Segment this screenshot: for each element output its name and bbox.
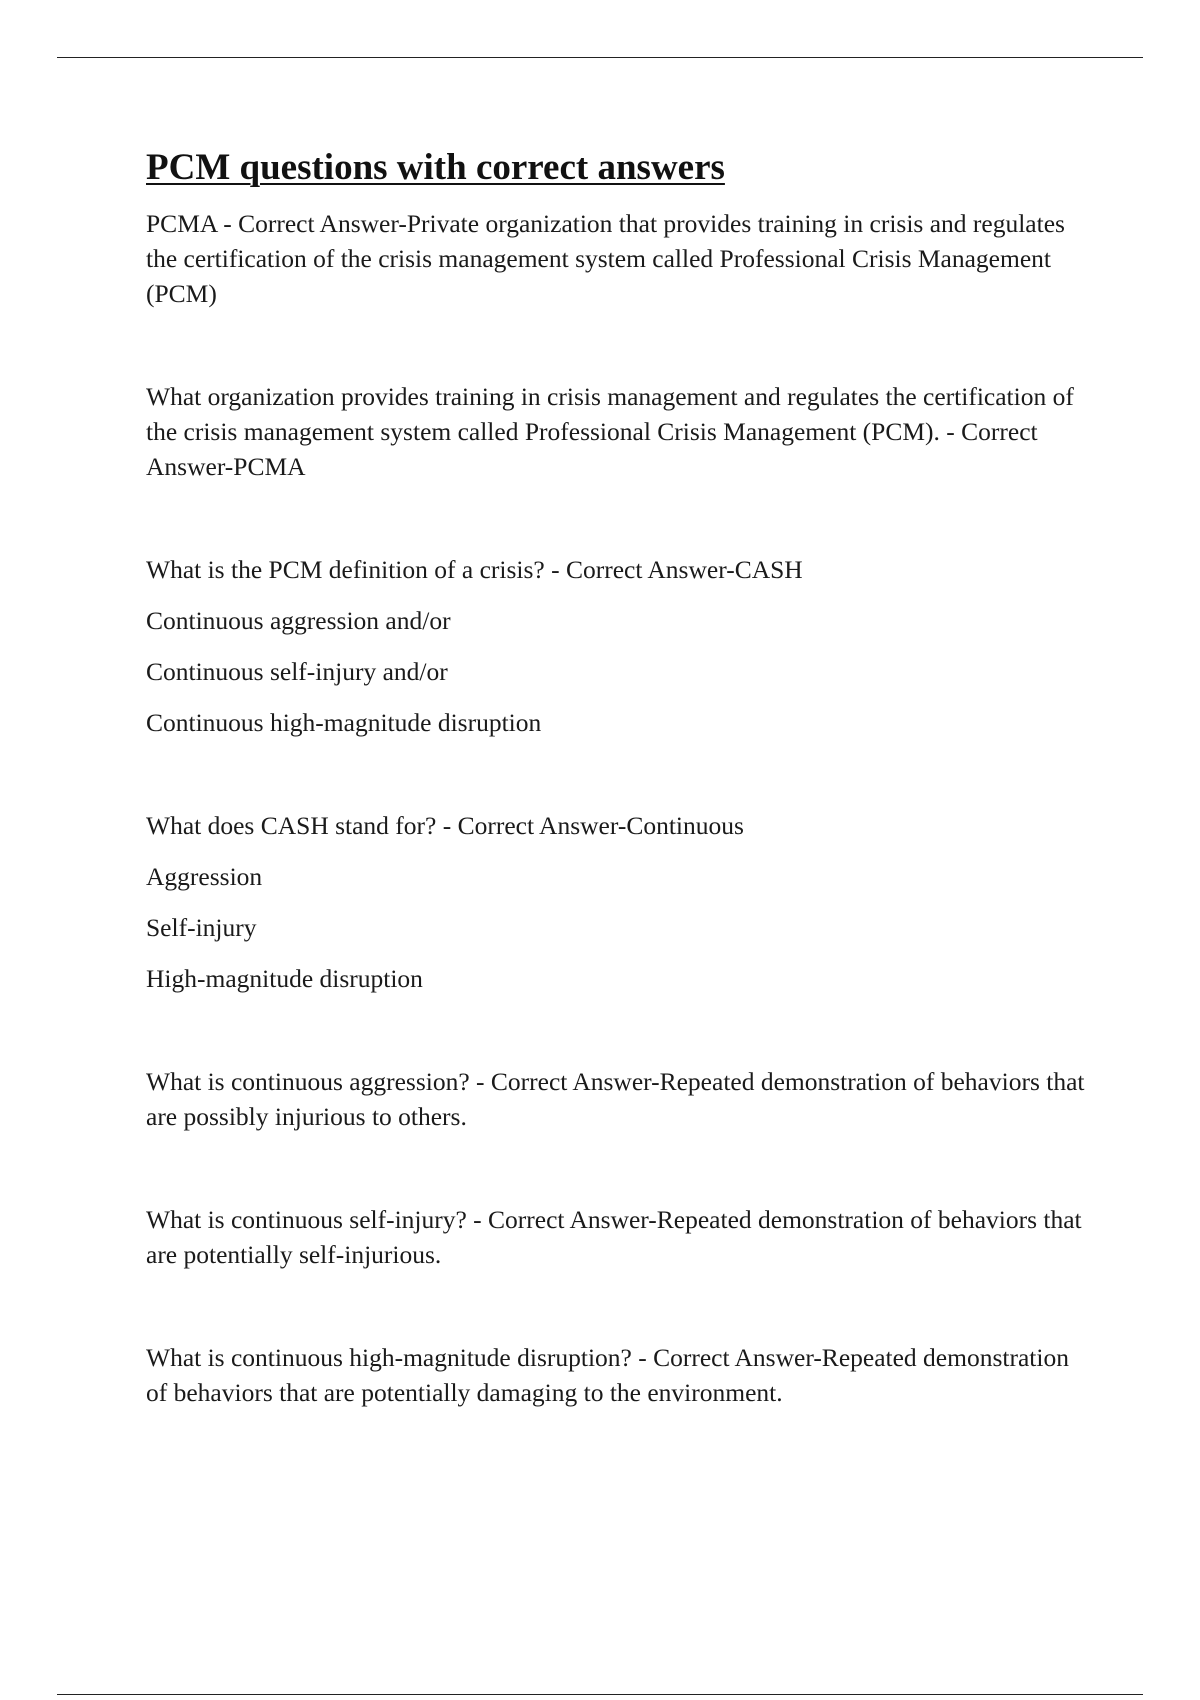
qa-item (146, 206, 1086, 311)
qa-item (146, 808, 1086, 996)
qa-sub-line: High-magnitude disruption (146, 964, 423, 993)
document-title: PCM questions with correct answers (146, 147, 725, 188)
footer-rule (57, 1694, 1143, 1695)
qa-sub-line: Continuous aggression and/or (146, 606, 451, 635)
qa-text: What is continuous high-magnitude disruption? - Correct Answer-Repeated demonstration of behaviors that are potentially damaging to the environment. (146, 1343, 1069, 1407)
spacer (146, 740, 1086, 808)
qa-sub-line: Continuous high-magnitude disruption (146, 708, 542, 737)
qa-item (146, 379, 1086, 484)
spacer (146, 1272, 1086, 1340)
spacer (146, 1134, 1086, 1202)
document-body (146, 142, 1086, 1410)
qa-text: PCMA - Correct Answer-Private organization that provides training in crisis and regulates the certification of the crisis management system called Professional Crisis Management (PCM) (146, 209, 1065, 308)
header-rule (57, 57, 1143, 58)
qa-text: What does CASH stand for? - Correct Answer-Continuous (146, 811, 744, 840)
qa-item (146, 1064, 1086, 1134)
qa-sub-line: Self-injury (146, 913, 257, 942)
qa-text: What is continuous self-injury? - Correct Answer-Repeated demonstration of behaviors that are potentially self-injurious. (146, 1205, 1082, 1269)
spacer (146, 311, 1086, 379)
qa-sub-line: Aggression (146, 862, 263, 891)
spacer (146, 996, 1086, 1064)
qa-item (146, 1202, 1086, 1272)
qa-item (146, 1340, 1086, 1410)
qa-item (146, 552, 1086, 740)
qa-text: What organization provides training in crisis management and regulates the certification of the crisis management system called Professional Crisis Management (PCM). - Correct Answer-PCMA (146, 382, 1074, 481)
qa-sub-line: Continuous self-injury and/or (146, 657, 448, 686)
qa-text: What is the PCM definition of a crisis? - Correct Answer-CASH (146, 555, 803, 584)
qa-text: What is continuous aggression? - Correct Answer-Repeated demonstration of behaviors that are possibly injurious to others. (146, 1067, 1085, 1131)
spacer (146, 484, 1086, 552)
